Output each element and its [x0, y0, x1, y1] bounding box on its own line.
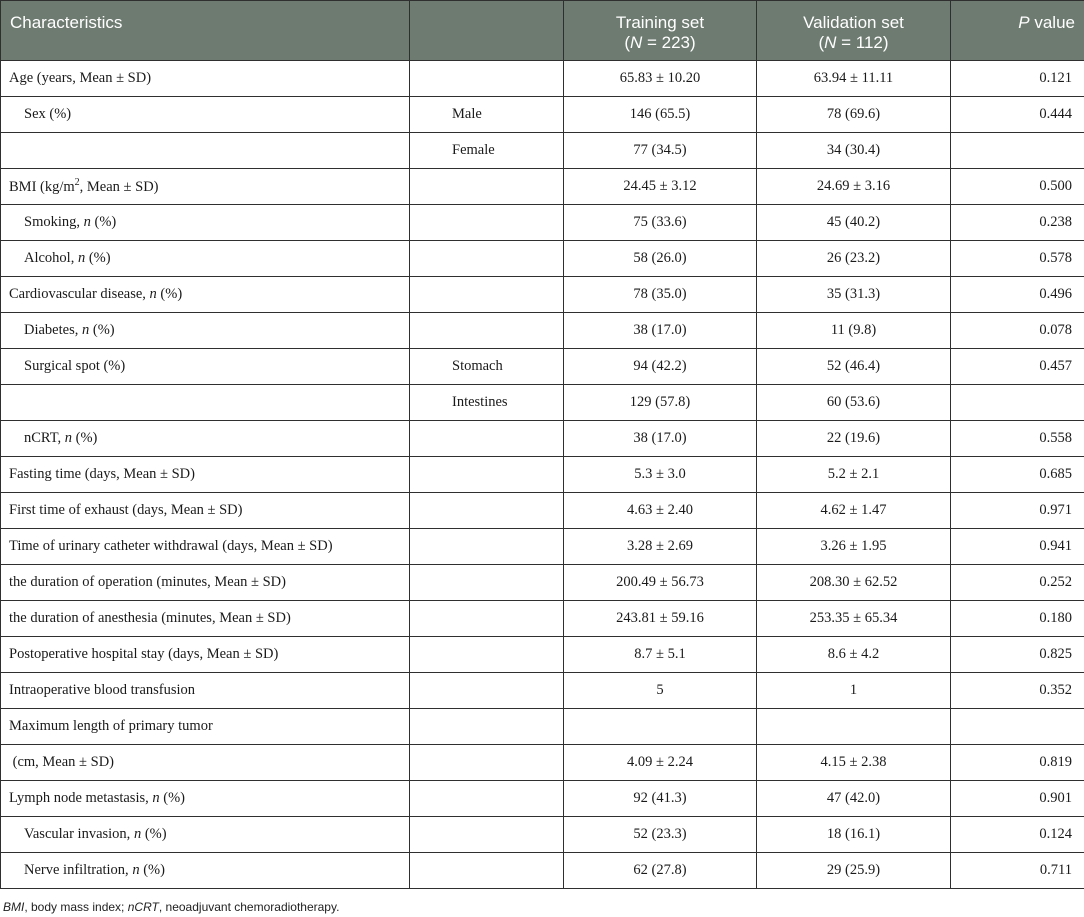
level-cell [410, 565, 564, 601]
training-value-cell: 77 (34.5) [564, 133, 757, 169]
p-value-cell: 0.496 [951, 277, 1084, 313]
characteristic-cell [1, 601, 410, 637]
table-row [1, 745, 1084, 781]
header-row [1, 1, 1084, 61]
p-value-cell: 0.558 [951, 421, 1084, 457]
characteristic-cell [1, 205, 410, 241]
training-value-cell: 38 (17.0) [564, 313, 757, 349]
characteristic-label: Fasting time (days, Mean ± SD) [9, 466, 195, 482]
p-value-cell: 0.180 [951, 601, 1084, 637]
level-cell [410, 853, 564, 889]
characteristic-label: nCRT, [24, 430, 65, 446]
header-validation-n-var: N [824, 33, 837, 52]
training-value-cell: 4.09 ± 2.24 [564, 745, 757, 781]
validation-value-cell: 4.15 ± 2.38 [757, 745, 951, 781]
characteristic-suffix: (%) [72, 430, 98, 446]
characteristic-label: Sex (%) [24, 106, 72, 122]
characteristic-italic: n [133, 826, 142, 842]
training-value-cell: 75 (33.6) [564, 205, 757, 241]
characteristic-label: Postoperative hospital stay (days, Mean ± SD) [9, 646, 279, 662]
characteristic-suffix: (%) [90, 214, 117, 230]
p-value-cell: 0.124 [951, 817, 1084, 853]
characteristic-italic: n [132, 862, 140, 878]
p-value-cell: 0.121 [951, 61, 1084, 97]
characteristic-italic: n [81, 322, 90, 338]
footnote-def-ncrt: , neoadjuvant chemoradiotherapy. [158, 900, 340, 914]
header-characteristics [1, 1, 410, 61]
validation-value-cell: 1 [757, 673, 951, 709]
header-validation-label: Validation set [803, 13, 904, 32]
characteristic-label: Diabetes, [24, 322, 82, 338]
footnote-abbr-bmi: BMI [3, 900, 25, 914]
characteristic-suffix: , Mean ± SD) [79, 178, 159, 195]
characteristic-cell [1, 781, 410, 817]
table-row [1, 781, 1084, 817]
characteristic-label: the duration of operation (minutes, Mean ± SD) [9, 574, 286, 590]
table-row [1, 529, 1084, 565]
characteristic-label: Intraoperative blood transfusion [9, 682, 196, 698]
p-value-cell: 0.444 [951, 97, 1084, 133]
characteristic-cell [1, 745, 410, 781]
validation-value-cell: 63.94 ± 11.11 [757, 61, 951, 97]
p-value-cell [951, 385, 1084, 421]
characteristic-label: First time of exhaust (days, Mean ± SD) [9, 502, 243, 518]
characteristic-cell [1, 133, 410, 169]
characteristic-suffix: (%) [139, 862, 165, 878]
level-cell [410, 529, 564, 565]
header-characteristics-label: Characteristics [10, 13, 123, 32]
p-value-cell: 0.500 [951, 169, 1084, 205]
header-training-n-prefix: ( [624, 33, 630, 52]
characteristic-cell [1, 97, 410, 133]
characteristic-label: Time of urinary catheter withdrawal (days, Mean ± SD) [9, 538, 333, 554]
characteristic-label: Maximum length of primary tumor [9, 718, 213, 734]
characteristic-label: Nerve infiltration, [24, 862, 133, 878]
characteristic-label: Vascular invasion, [24, 826, 134, 842]
p-value-cell: 0.578 [951, 241, 1084, 277]
header-validation-n-prefix: ( [818, 33, 825, 52]
table-row [1, 133, 1084, 169]
training-value-cell: 3.28 ± 2.69 [564, 529, 757, 565]
validation-value-cell: 253.35 ± 65.34 [757, 601, 951, 637]
level-cell [410, 421, 564, 457]
validation-value-cell: 29 (25.9) [757, 853, 951, 889]
training-value-cell: 5 [564, 673, 757, 709]
p-value-cell: 0.685 [951, 457, 1084, 493]
table-row [1, 601, 1084, 637]
characteristic-cell [1, 673, 410, 709]
table-row [1, 673, 1084, 709]
characteristic-label: Lymph node metastasis, [9, 790, 153, 806]
level-cell [410, 277, 564, 313]
header-training-label: Training set [615, 13, 705, 32]
p-value-cell: 0.238 [951, 205, 1084, 241]
p-value-cell: 0.819 [951, 745, 1084, 781]
training-value-cell: 146 (65.5) [564, 97, 757, 133]
header-p-var: P [1018, 13, 1030, 32]
table-row [1, 709, 1084, 745]
p-value-cell [951, 709, 1084, 745]
characteristic-italic: n [64, 430, 73, 446]
header-p-value [951, 1, 1084, 61]
p-value-cell: 0.252 [951, 565, 1084, 601]
characteristic-cell [1, 385, 410, 421]
training-value-cell: 65.83 ± 10.20 [564, 61, 757, 97]
validation-value-cell: 5.2 ± 2.1 [757, 457, 951, 493]
characteristic-cell [1, 817, 410, 853]
header-p-label: value [1029, 13, 1075, 32]
table-row [1, 97, 1084, 133]
characteristic-italic: n [83, 214, 91, 230]
validation-value-cell: 208.30 ± 62.52 [757, 565, 951, 601]
level-cell: Stomach [410, 349, 564, 385]
characteristic-label: BMI (kg/m [9, 178, 75, 195]
footnote-abbr-ncrt: nCRT [127, 900, 159, 914]
table-row [1, 421, 1084, 457]
characteristic-cell [1, 313, 410, 349]
training-value-cell: 94 (42.2) [564, 349, 757, 385]
table-row [1, 313, 1084, 349]
training-value-cell: 38 (17.0) [564, 421, 757, 457]
p-value-cell: 0.941 [951, 529, 1084, 565]
table-row [1, 349, 1084, 385]
characteristic-cell [1, 709, 410, 745]
validation-value-cell: 22 (19.6) [757, 421, 951, 457]
p-value-cell [951, 133, 1084, 169]
table-row [1, 385, 1084, 421]
characteristic-cell [1, 61, 410, 97]
level-cell [410, 673, 564, 709]
p-value-cell: 0.352 [951, 673, 1084, 709]
level-cell [410, 457, 564, 493]
training-value-cell: 4.63 ± 2.40 [564, 493, 757, 529]
training-value-cell [564, 709, 757, 745]
characteristic-italic: n [77, 250, 86, 266]
characteristic-label: Surgical spot (%) [24, 358, 126, 374]
level-cell: Male [410, 97, 564, 133]
training-value-cell: 8.7 ± 5.1 [564, 637, 757, 673]
header-training-n-value: = 223) [642, 33, 696, 52]
table-row [1, 61, 1084, 97]
level-cell [410, 709, 564, 745]
characteristic-cell [1, 493, 410, 529]
p-value-cell: 0.711 [951, 853, 1084, 889]
characteristic-cell [1, 421, 410, 457]
characteristic-suffix: (%) [156, 286, 183, 302]
characteristic-label: Alcohol, [24, 250, 78, 266]
characteristic-italic: n [152, 790, 160, 806]
validation-value-cell: 52 (46.4) [757, 349, 951, 385]
validation-value-cell: 34 (30.4) [757, 133, 951, 169]
level-cell [410, 169, 564, 205]
characteristic-cell [1, 277, 410, 313]
table-row [1, 853, 1084, 889]
characteristic-italic: n [149, 286, 157, 302]
table-row [1, 565, 1084, 601]
table-row [1, 493, 1084, 529]
level-cell: Female [410, 133, 564, 169]
level-cell [410, 637, 564, 673]
characteristic-suffix: (%) [141, 826, 167, 842]
table-row [1, 205, 1084, 241]
validation-value-cell: 45 (40.2) [757, 205, 951, 241]
level-cell [410, 601, 564, 637]
training-value-cell: 78 (35.0) [564, 277, 757, 313]
level-cell [410, 493, 564, 529]
validation-value-cell: 18 (16.1) [757, 817, 951, 853]
validation-value-cell: 4.62 ± 1.47 [757, 493, 951, 529]
validation-value-cell: 8.6 ± 4.2 [757, 637, 951, 673]
characteristic-cell [1, 241, 410, 277]
validation-value-cell: 24.69 ± 3.16 [757, 169, 951, 205]
validation-value-cell: 60 (53.6) [757, 385, 951, 421]
level-cell [410, 241, 564, 277]
characteristic-suffix: (%) [159, 790, 185, 806]
training-value-cell: 52 (23.3) [564, 817, 757, 853]
characteristic-label: Cardiovascular disease, [9, 286, 150, 302]
level-cell [410, 313, 564, 349]
header-validation-set [757, 1, 951, 61]
characteristic-cell [1, 349, 410, 385]
p-value-cell: 0.457 [951, 349, 1084, 385]
level-cell [410, 781, 564, 817]
training-value-cell: 92 (41.3) [564, 781, 757, 817]
header-training-set [564, 1, 757, 61]
level-cell: Intestines [410, 385, 564, 421]
characteristic-cell [1, 637, 410, 673]
training-value-cell: 243.81 ± 59.16 [564, 601, 757, 637]
validation-value-cell: 78 (69.6) [757, 97, 951, 133]
characteristic-suffix: (%) [85, 250, 111, 266]
characteristic-label: Age (years, Mean ± SD) [9, 70, 152, 86]
training-value-cell: 129 (57.8) [564, 385, 757, 421]
validation-value-cell: 47 (42.0) [757, 781, 951, 817]
table-row [1, 277, 1084, 313]
table-row [1, 817, 1084, 853]
characteristic-cell [1, 529, 410, 565]
characteristic-label: the duration of anesthesia (minutes, Mean ± SD) [9, 610, 291, 626]
characteristic-suffix: (%) [89, 322, 115, 338]
header-training-n-var: N [629, 33, 643, 52]
level-cell [410, 817, 564, 853]
table-row [1, 241, 1084, 277]
training-value-cell: 62 (27.8) [564, 853, 757, 889]
footnote-def-bmi: , body mass index; [24, 900, 128, 914]
p-value-cell: 0.901 [951, 781, 1084, 817]
header-validation-n-value: = 112) [836, 33, 889, 52]
characteristic-superscript: 2 [74, 177, 80, 189]
table-row [1, 457, 1084, 493]
validation-value-cell [757, 709, 951, 745]
training-value-cell: 58 (26.0) [564, 241, 757, 277]
table-row [1, 169, 1084, 205]
validation-value-cell: 3.26 ± 1.95 [757, 529, 951, 565]
p-value-cell: 0.825 [951, 637, 1084, 673]
level-cell [410, 61, 564, 97]
header-level [410, 1, 564, 61]
level-cell [410, 745, 564, 781]
table-body [1, 61, 1084, 889]
characteristic-cell [1, 853, 410, 889]
validation-value-cell: 35 (31.3) [757, 277, 951, 313]
validation-value-cell: 11 (9.8) [757, 313, 951, 349]
characteristic-cell [1, 457, 410, 493]
characteristic-cell [1, 169, 410, 205]
table-row [1, 637, 1084, 673]
characteristic-label: (cm, Mean ± SD) [9, 754, 115, 770]
table-footnote [3, 900, 339, 914]
p-value-cell: 0.078 [951, 313, 1084, 349]
characteristic-label: Smoking, [24, 214, 84, 230]
level-cell [410, 205, 564, 241]
training-value-cell: 24.45 ± 3.12 [564, 169, 757, 205]
table-header [1, 1, 1084, 61]
p-value-cell: 0.971 [951, 493, 1084, 529]
validation-value-cell: 26 (23.2) [757, 241, 951, 277]
characteristic-cell [1, 565, 410, 601]
training-value-cell: 200.49 ± 56.73 [564, 565, 757, 601]
training-value-cell: 5.3 ± 3.0 [564, 457, 757, 493]
